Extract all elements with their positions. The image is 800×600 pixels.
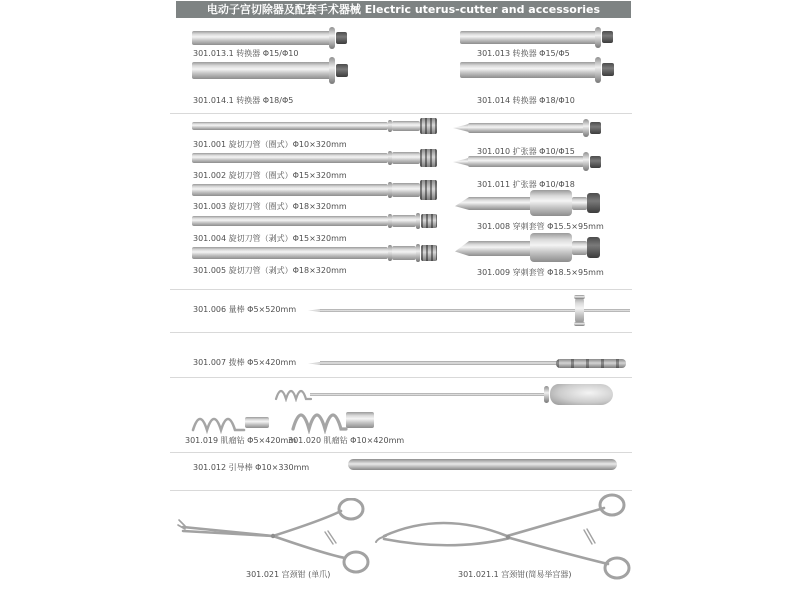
divider	[170, 113, 632, 114]
product-label: 301.011 扩张器 Φ10/Φ18	[477, 180, 575, 189]
product-label: 301.014 转换器 Φ18/Φ10	[477, 96, 575, 105]
guide-rod-image	[348, 459, 617, 470]
product-label: 301.010 扩张器 Φ10/Φ15	[477, 147, 575, 156]
product-label: 301.013.1 转换器 Φ15/Φ10	[193, 49, 299, 58]
divider	[170, 490, 632, 491]
divider	[170, 377, 632, 378]
product-label: 301.007 拨棒 Φ5×420mm	[193, 358, 297, 367]
product-label: 301.004 旋切刀管（剥式）Φ15×320mm	[193, 234, 347, 243]
divider	[170, 332, 632, 333]
divider	[170, 289, 632, 290]
product-label: 301.021 宫颈钳 (单爪)	[246, 570, 331, 579]
product-label: 301.013 转换器 Φ15/Φ5	[477, 49, 570, 58]
product-label: 301.003 旋切刀管（圈式）Φ18×320mm	[193, 202, 347, 211]
drill-coil-icon	[190, 412, 246, 434]
product-label: 301.008 穿刺套管 Φ15.5×95mm	[477, 222, 604, 231]
page-title: 电动子宫切除器及配套手术器械 Electric uterus-cutter and accessories	[176, 1, 631, 18]
product-label: 301.014.1 转换器 Φ18/Φ5	[193, 96, 294, 105]
drill-coil-icon	[274, 386, 312, 402]
product-label: 301.020 肌瘤钻 Φ10×420mm	[288, 436, 405, 445]
divider	[170, 452, 632, 453]
product-label: 301.001 旋切刀管（圈式）Φ10×320mm	[193, 140, 347, 149]
product-label: 301.021.1 宫颈钳(简易举宫器)	[458, 570, 572, 579]
product-label: 301.002 旋切刀管（圈式）Φ15×320mm	[193, 171, 347, 180]
product-label: 301.019 肌瘤钻 Φ5×420mm	[185, 436, 297, 445]
product-label: 301.006 量棒 Φ5×520mm	[193, 305, 297, 314]
drill-coil-icon	[290, 406, 348, 434]
product-label: 301.012 引导棒 Φ10×330mm	[193, 463, 310, 472]
product-label: 301.005 旋切刀管（剥式）Φ18×320mm	[193, 266, 347, 275]
product-label: 301.009 穿刺套管 Φ18.5×95mm	[477, 268, 604, 277]
